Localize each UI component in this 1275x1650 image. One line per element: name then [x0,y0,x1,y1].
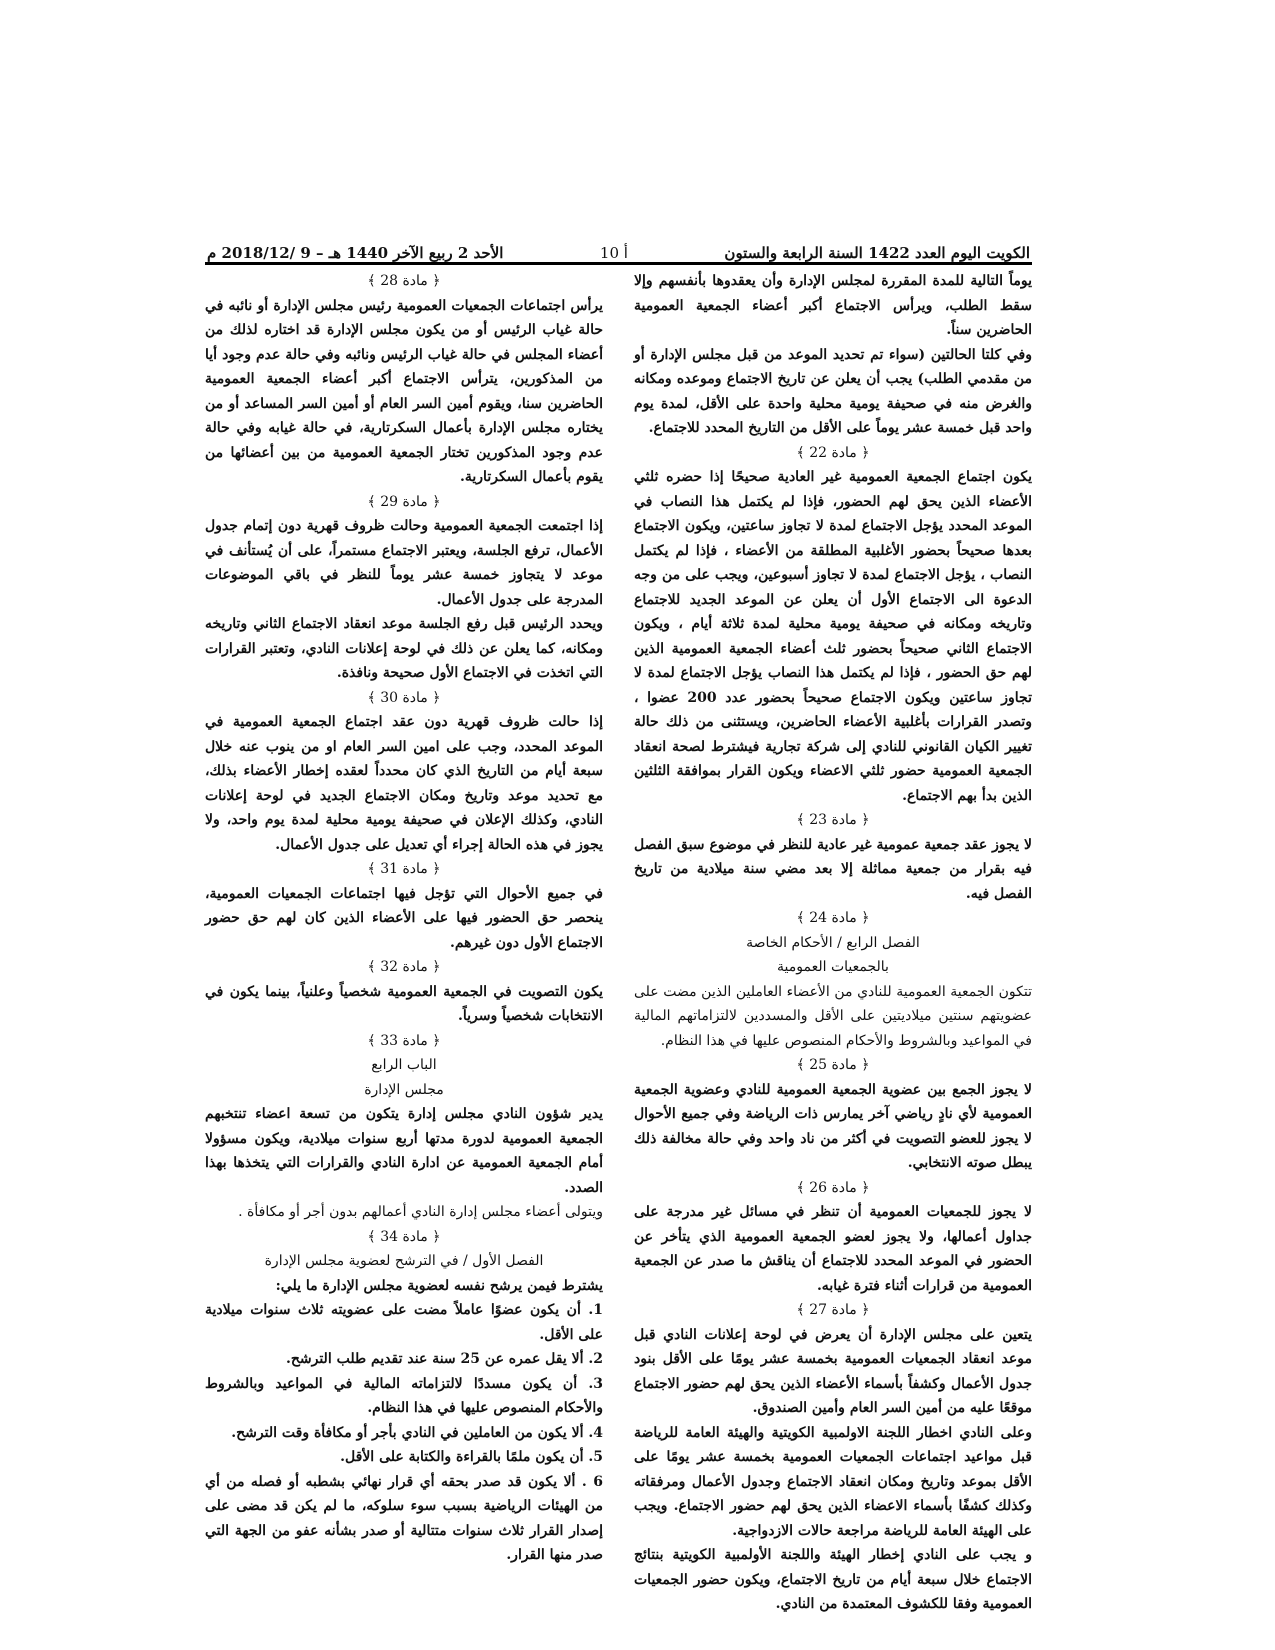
article-heading: ﴿ مادة 32 ﴾ [367,959,441,975]
paragraph: إذا حالت ظروف قهرية دون عقد اجتماع الجمعية العمومية في الموعد المحدد، وجب على امين السر العام او من ينوب عنه خلال سبعة أيام من التاريخ الذي كان محدداً لعقده إخطار الأعضاء بذلك، مع تحديد موعد وتاريخ ومكان الاجتماع الجديد في لوحة إعلانات النادي، وكذلك الإعلان في صحيفة يومية محلية لمدة يوم واحد، ولا يجوز في هذه الحالة إجراء أي تعديل على جدول الأعمال. [205,714,603,853]
gazette-page [205,236,1032,1612]
paragraph: 3. أن يكون مسددًا لالتزاماته المالية في المواعيد وبالشروط والأحكام المنصوص عليها في هذا النظام. [205,1375,603,1416]
paragraph: 2. ألا يقل عمره عن 25 سنة عند تقديم طلب الترشح. [285,1351,603,1367]
paragraph: 1. أن يكون عضوًا عاملاً مضت على عضويته ثلاث سنوات ميلادية على الأقل. [205,1302,603,1343]
section-heading: مجلس الإدارة [364,1081,444,1098]
article-heading: ﴿ مادة 27 ﴾ [796,1302,870,1318]
paragraph: يتعين على مجلس الإدارة أن يعرض في لوحة إعلانات النادي قبل موعد انعقاد الجمعيات العمومية بخمسة عشر يومًا على الأقل بنود جدول الأعمال وكشفاً بأسماء الأعضاء الذين يحق لهم حضور الاجتماع موقعًا عليه من أمين السر العام وأمين الصندوق. [634,1326,1032,1416]
paragraph: 6 . ألا يكون قد صدر بحقه أي قرار نهائي بشطبه أو فصله من أي من الهيئات الرياضية بسبب سوء سلوكه، ما لم يكن قد مضى على إصدار القرار ثلاث سنوات متتالية أو صدر بشأنه عفو من الجهة التي صدر منها القرار. [205,1473,603,1563]
page-header [205,236,1032,265]
article-heading: ﴿ مادة 22 ﴾ [796,444,870,461]
paragraph: يوماً التالية للمدة المقررة لمجلس الإدارة وأن يعقدوها بأنفسهم وإلا سقط الطلب، ويرأس الاجتماع أكبر أعضاء الجمعية العمومية الحاضرين سناً. [634,273,1032,338]
section-heading: الباب الرابع [371,1057,437,1073]
paragraph: 4. ألا يكون من العاملين في النادي بأجر أو مكافأة وقت الترشح. [231,1424,603,1441]
paragraph: لا يجوز عقد جمعية عمومية غير عادية للنظر في موضوع سبق الفصل فيه بقرار من جمعية مماثلة إلا بعد مضي سنة ميلادية من تاريخ الفصل فيه. [634,836,1032,902]
header-page-number: أ 10 [599,244,628,262]
article-heading: ﴿ مادة 33 ﴾ [367,1032,441,1049]
paragraph: 5. أن يكون ملمًا بالقراءة والكتابة على الأقل. [340,1449,603,1465]
paragraph: يكون اجتماع الجمعية العمومية غير العادية صحيحًا إذا حضره ثلثي الأعضاء الذين يحق لهم الحضور، فإذا لم يكتمل هذا النصاب في الموعد المحدد يؤجل الاجتماع لمدة لا تجاوز ساعتين، ويكون الاجتماع بعدها صحيحاً بحضور الأغلبية المطلقة من الأعضاء ، فإذا لم يكتمل النصاب ، يؤجل الاجتماع لمدة لا تجاوز أسبوعين، ويجب على من وجه الدعوة الى الاجتماع الأول أن يعلن عن الموعد الجديد للاجتماع وتاريخه ومكانه في صحيفة يومية محلية لمدة ثلاثة أيام ، ويكون الاجتماع الثاني صحيحاً بحضور ثلث أعضاء الجمعية العمومية الذين لهم حق الحضور ، فإذا لم يكتمل هذا النصاب يؤجل الاجتماع لمدة لا تجاوز ساعتين ويكون الاجتماع صحيحاً بحضور عدد 200 عضوا ، وتصدر القرارات بأغلبية الأعضاء الحاضرين، ويستثنى من ذلك حالة تغيير الكيان القانوني للنادي إلى شركة تجارية فيشترط لصحة انعقاد الجمعية العمومية حضور ثلثي الاعضاء ويكون القرار بموافقة الثلثين الذين بدأ بهم الاجتماع. [634,469,1032,804]
paragraph: يكون التصويت في الجمعية العمومية شخصياً وعلنياً، بينما يكون في الانتخابات شخصياً وسرياً. [205,983,603,1024]
paragraph: ويتولى أعضاء مجلس إدارة النادي أعمالهم بدون أجر أو مكافأة . [238,1204,603,1220]
article-heading: ﴿ مادة 24 ﴾ [796,910,870,926]
article-heading: ﴿ مادة 30 ﴾ [367,689,441,706]
section-heading: الفصل الأول / في الترشح لعضوية مجلس الإدارة [264,1253,544,1269]
paragraph: يدير شؤون النادي مجلس إدارة يتكون من تسعة اعضاء تنتخبهم الجمعية العمومية لدورة مدتها أربع سنوات ميلادية، ويكون مسؤولا أمام الجمعية العمومية عن ادارة النادي والقرارات التي يتخذها بهذا الصدد. [205,1106,603,1196]
paragraph: يرأس اجتماعات الجمعيات العمومية رئيس مجلس الإدارة أو نائبه في حالة غياب الرئيس أو من يكون مجلس الإدارة قد اختاره لذلك من أعضاء المجلس في حالة غياب الرئيس ونائبه وفي حالة عدم وجود أيا من المذكورين، يترأس الاجتماع أكبر أعضاء الجمعية العمومية الحاضرين سنا، ويقوم أمين السر العام أو أمين السر المساعد أو من يختاره مجلس الإدارة بأعمال السكرتارية، في حالة غيابه وفي حالة عدم وجود المذكورين تختار الجمعية العمومية من بين أعضائها من يقوم بأعمال السكرتارية. [205,297,603,485]
left-column [205,269,603,1568]
paragraph: في جميع الأحوال التي تؤجل فيها اجتماعات الجمعيات العمومية، ينحصر حق الحضور فيها على الأعضاء الذين كان لهم حق حضور الاجتماع الأول دون غيرهم. [205,885,603,951]
article-heading: ﴿ مادة 29 ﴾ [367,493,441,510]
right-column [634,269,1032,1617]
paragraph: وفي كلتا الحالتين (سواء تم تحديد الموعد من قبل مجلس الإدارة أو من مقدمي الطلب) يجب أن يعلن عن تاريخ الاجتماع وموعده ومكانه والغرض منه في صحيفة يومية محلية واحدة على الأقل، لمدة يوم واحد قبل خمسة عشر يوماً على الأقل من التاريخ المحدد للاجتماع. [634,346,1032,436]
paragraph: لا يجوز الجمع بين عضوية الجمعية العمومية للنادي وعضوية الجمعية العمومية لأي نادٍ رياضي آخر يمارس ذات الرياضة وفي جميع الأحوال لا يجوز للعضو التصويت في أكثر من ناد واحد وفي حالة مخالفة ذلك يبطل صوته الانتخابي. [634,1081,1032,1171]
paragraph: وعلى النادي اخطار اللجنة الاولمبية الكويتية والهيئة العامة للرياضة قبل مواعيد اجتماعات الجمعيات العمومية بخمسة عشر يومًا على الأقل بموعد وتاريخ ومكان انعقاد الاجتماع وجدول الأعمال ومرفقاته وكذلك كشفًا بأسماء الاعضاء الذين يحق لهم حضور الاجتماع. ويجب على الهيئة العامة للرياضة مراجعة حالات الازدواجية. [634,1424,1032,1539]
section-heading: بالجمعيات العمومية [777,959,889,975]
paragraph: تتكون الجمعية العمومية للنادي من الأعضاء العاملين الذين مضت على عضويتهم سنتين ميلاديتين على الأقل والمسددين لالتزاماتهم المالية في المواعيد وبالشروط والأحكام المنصوص عليها في هذا النظام. [634,983,1032,1049]
article-heading: ﴿ مادة 28 ﴾ [367,273,441,289]
article-heading: ﴿ مادة 23 ﴾ [796,812,870,828]
paragraph: إذا اجتمعت الجمعية العمومية وحالت ظروف قهرية دون إتمام جدول الأعمال، ترفع الجلسة، ويعتبر الاجتماع مستمراً، على أن يُستأنف في موعد لا يتجاوز خمسة عشر يوماً للنظر في باقي الموضوعات المدرجة على جدول الأعمال. [205,518,603,608]
paragraph: و يجب على النادي إخطار الهيئة واللجنة الأولمبية الكويتية بنتائج الاجتماع خلال سبعة أيام من تاريخ الاجتماع، ويكون حضور الجمعيات العمومية وفقا للكشوف المعتمدة من النادي. [634,1547,1032,1612]
paragraph: ويحدد الرئيس قبل رفع الجلسة موعد انعقاد الاجتماع الثاني وتاريخه ومكانه، كما يعلن عن ذلك في لوحة إعلانات النادي، وتعتبر القرارات التي اتخذت في الاجتماع الأول صحيحة ونافذة. [205,616,603,681]
paragraph: يشترط فيمن يرشح نفسه لعضوية مجلس الإدارة ما يلي: [275,1277,603,1294]
header-issue-info: الكويت اليوم العدد 1422 السنة الرابعة والستون [724,244,1030,262]
header-date: الأحد 2 ربيع الآخر 1440 هـ – 9 /2018/12 م [207,244,504,262]
article-heading: ﴿ مادة 31 ﴾ [367,861,441,877]
article-heading: ﴿ مادة 25 ﴾ [796,1057,870,1073]
paragraph: لا يجوز للجمعيات العمومية أن تنظر في مسائل غير مدرجة على جداول أعمالها، ولا يجوز لعضو الجمعية العمومية الذي يتأخر عن الحضور في الموعد المحدد للاجتماع أن يناقش ما صدر عن الجمعية العمومية من قرارات أثناء فترة غيابه. [634,1204,1032,1294]
section-heading: الفصل الرابع / الأحكام الخاصة [746,934,920,951]
text-columns [205,269,1032,1612]
article-heading: ﴿ مادة 26 ﴾ [796,1179,870,1196]
article-heading: ﴿ مادة 34 ﴾ [367,1228,441,1245]
